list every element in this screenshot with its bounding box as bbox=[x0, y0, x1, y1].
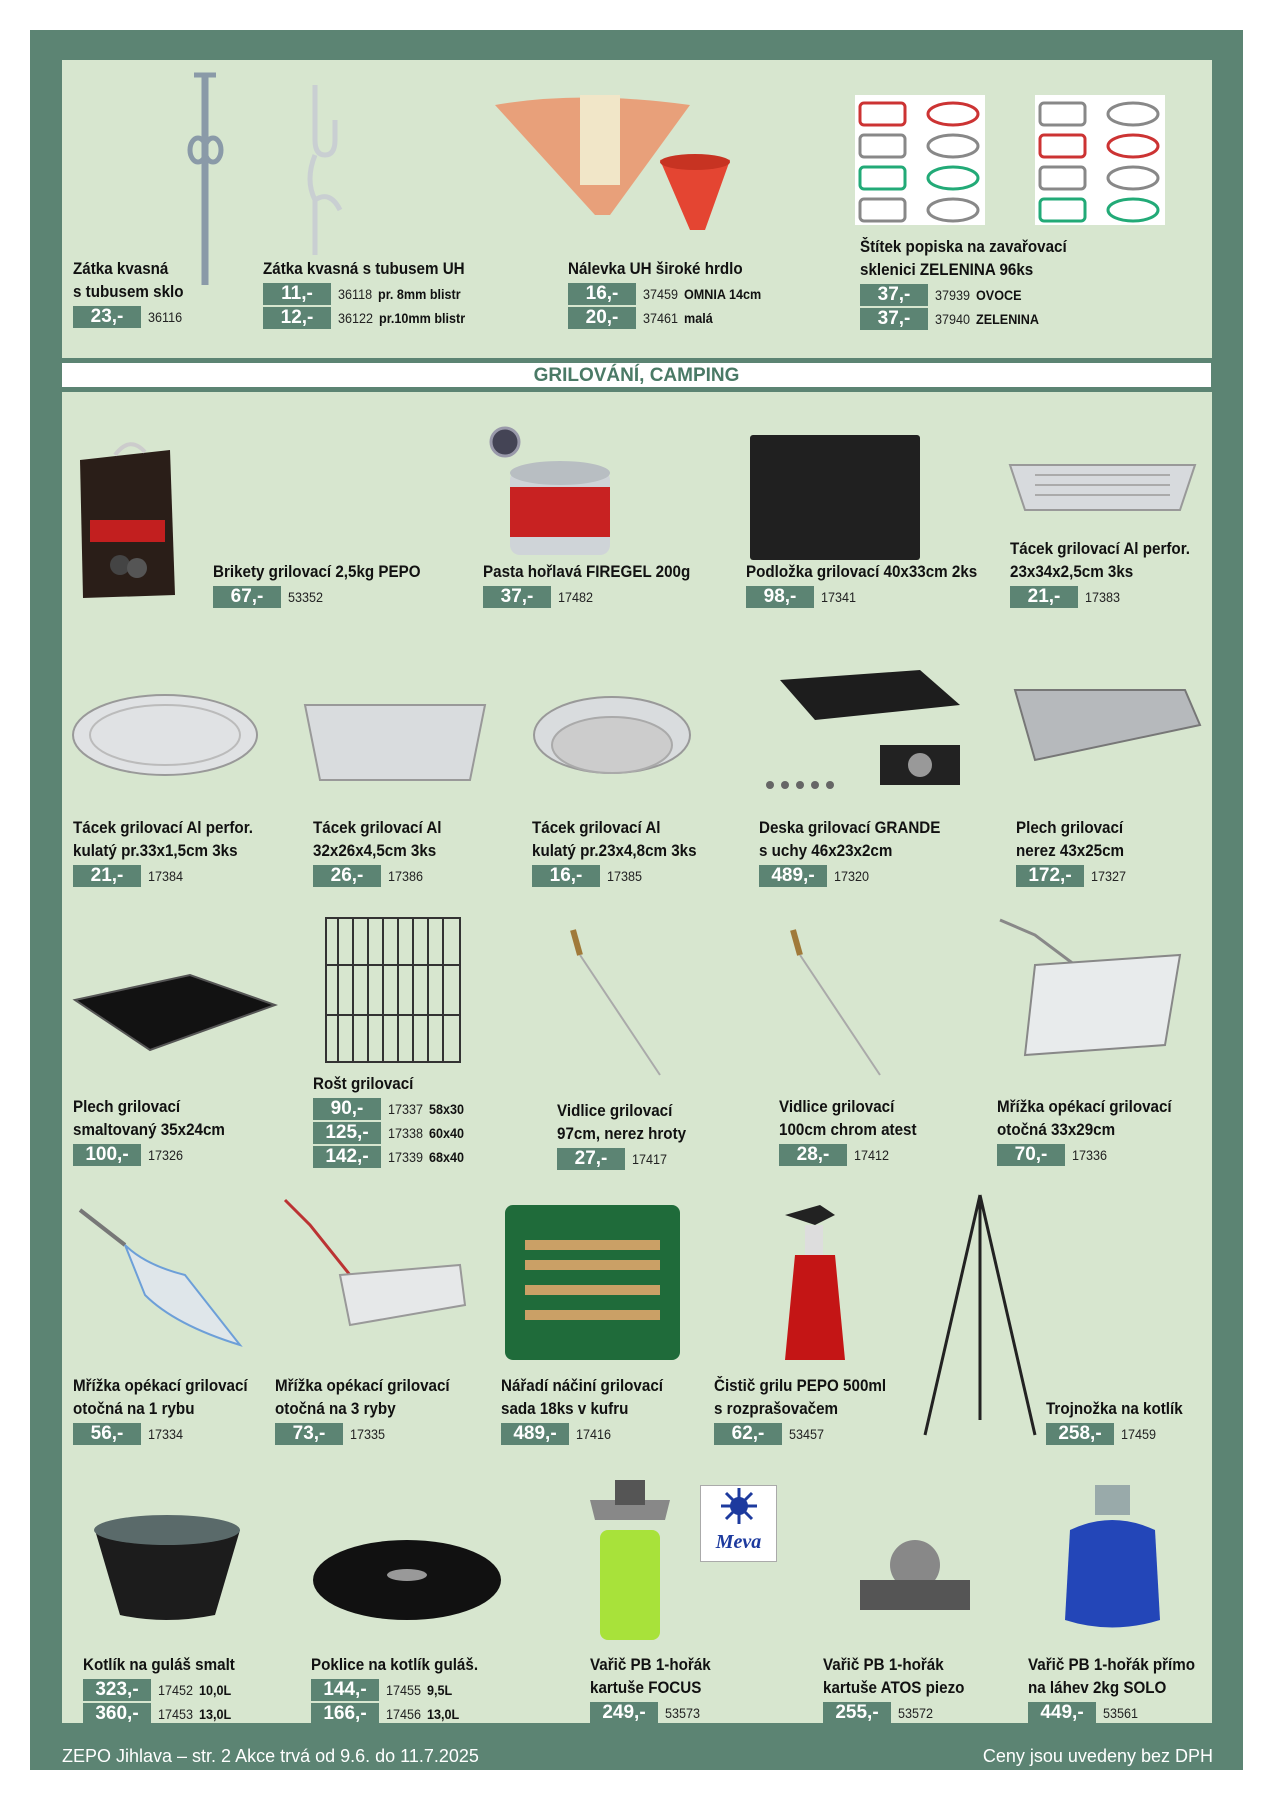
product-item bbox=[746, 561, 997, 608]
product-name: Kotlík na guláš smalt bbox=[83, 1656, 235, 1674]
product-item bbox=[73, 1375, 263, 1445]
variant-label: malá bbox=[683, 309, 713, 326]
fish-basket-icon bbox=[75, 1205, 250, 1355]
fuel-can-icon bbox=[480, 425, 620, 560]
price-tag: 37,- bbox=[860, 308, 928, 330]
product-code: 17339 bbox=[388, 1148, 424, 1165]
product-name: Vařič PB 1-hořák přímo bbox=[1028, 1656, 1196, 1674]
variant-label: 10,0L bbox=[198, 1681, 232, 1698]
product-item bbox=[311, 1654, 493, 1725]
product-code: 37940 bbox=[935, 310, 971, 327]
product-code: 53572 bbox=[898, 1704, 934, 1721]
price-tag: 16,- bbox=[532, 865, 600, 887]
variant-label: 13,0L bbox=[426, 1705, 460, 1722]
price-tag: 12,- bbox=[263, 307, 331, 329]
price-row bbox=[1028, 1701, 1210, 1724]
product-name: Tácek grilovací Al perfor. bbox=[1010, 540, 1190, 558]
product-code: 17416 bbox=[576, 1425, 612, 1442]
product-name: smaltovaný 35x24cm bbox=[73, 1121, 225, 1139]
price-row bbox=[313, 864, 453, 887]
product-item bbox=[997, 1096, 1187, 1166]
grill-basket-icon bbox=[280, 1195, 475, 1340]
price-tag: 98,- bbox=[746, 586, 814, 608]
product-name: kulatý pr.23x4,8cm 3ks bbox=[532, 842, 697, 860]
funnel-icon bbox=[490, 90, 730, 250]
product-code: 17320 bbox=[834, 867, 870, 884]
product-item bbox=[557, 1100, 697, 1170]
product-code: 17338 bbox=[388, 1124, 424, 1141]
product-name: Tácek grilovací Al bbox=[532, 819, 661, 837]
price-row bbox=[860, 283, 1085, 306]
product-item bbox=[1028, 1654, 1210, 1724]
product-name: Tácek grilovací Al bbox=[313, 819, 442, 837]
kettle-icon bbox=[75, 1510, 260, 1625]
product-code: 17459 bbox=[1121, 1425, 1157, 1442]
price-tag: 20,- bbox=[568, 307, 636, 329]
price-row bbox=[73, 1422, 263, 1445]
price-row bbox=[313, 1097, 468, 1120]
product-name: Trojnožka na kotlík bbox=[1046, 1400, 1183, 1418]
price-tag: 100,- bbox=[73, 1144, 141, 1166]
product-item bbox=[73, 817, 269, 887]
product-item bbox=[860, 236, 1085, 330]
product-item bbox=[1046, 1398, 1195, 1445]
product-code: 17335 bbox=[350, 1425, 386, 1442]
product-item bbox=[501, 1375, 677, 1445]
product-name: Poklice na kotlík guláš. bbox=[311, 1656, 479, 1674]
product-code: 36118 bbox=[338, 285, 373, 302]
product-name: Plech grilovací bbox=[1016, 819, 1124, 837]
product-name: kulatý pr.33x1,5cm 3ks bbox=[73, 842, 238, 860]
price-row bbox=[568, 306, 770, 329]
product-code: 17385 bbox=[607, 867, 643, 884]
grate-icon bbox=[323, 915, 463, 1065]
steel-tray-icon bbox=[1000, 680, 1205, 770]
product-name: 23x34x2,5cm 3ks bbox=[1010, 563, 1134, 581]
sun-icon bbox=[709, 1486, 769, 1526]
price-row bbox=[263, 306, 482, 329]
product-name: Nálevka UH široké hrdlo bbox=[568, 260, 743, 278]
product-name: Podložka grilovací 40x33cm 2ks bbox=[746, 563, 978, 581]
product-item bbox=[714, 1375, 901, 1445]
brand-label: Meva bbox=[715, 1531, 762, 1553]
product-name: Vařič PB 1-hořák bbox=[823, 1656, 944, 1674]
product-name: 97cm, nerez hroty bbox=[557, 1125, 687, 1143]
product-name: 100cm chrom atest bbox=[779, 1121, 917, 1139]
product-code: 17337 bbox=[388, 1100, 424, 1117]
variant-label: ZELENINA bbox=[975, 310, 1039, 327]
variant-label: pr.10mm blistr bbox=[378, 309, 466, 326]
price-tag: 144,- bbox=[311, 1679, 379, 1701]
product-item bbox=[263, 258, 482, 329]
price-tag: 489,- bbox=[501, 1423, 569, 1445]
product-item bbox=[823, 1654, 977, 1724]
price-tag: 26,- bbox=[313, 865, 381, 887]
product-name: kartuše ATOS piezo bbox=[823, 1679, 965, 1697]
price-tag: 449,- bbox=[1028, 1702, 1096, 1724]
price-row bbox=[313, 1145, 468, 1168]
product-item bbox=[1016, 817, 1133, 887]
product-code: 17417 bbox=[632, 1150, 668, 1167]
product-name: kartuše FOCUS bbox=[590, 1679, 702, 1697]
price-row bbox=[83, 1678, 248, 1701]
product-item bbox=[213, 561, 439, 608]
price-row bbox=[73, 1143, 238, 1166]
section-header: GRILOVÁNÍ, CAMPING bbox=[61, 362, 1212, 388]
price-row bbox=[568, 282, 770, 305]
product-name: otočná 33x29cm bbox=[997, 1121, 1116, 1139]
price-row bbox=[860, 307, 1085, 330]
variant-label: 13,0L bbox=[198, 1705, 232, 1722]
product-code: 17334 bbox=[148, 1425, 184, 1442]
product-name: Tácek grilovací Al perfor. bbox=[73, 819, 253, 837]
price-row bbox=[313, 1121, 468, 1144]
product-item bbox=[779, 1096, 929, 1166]
product-code: 53573 bbox=[665, 1704, 701, 1721]
product-name: sada 18ks v kufru bbox=[501, 1400, 629, 1418]
grill-mat-icon bbox=[750, 435, 920, 560]
meva-logo bbox=[700, 1485, 777, 1562]
product-code: 53352 bbox=[288, 588, 324, 605]
price-row bbox=[213, 585, 439, 608]
product-name: Mřížka opékací grilovací bbox=[275, 1377, 450, 1395]
price-tag: 323,- bbox=[83, 1679, 151, 1701]
product-name: s tubusem sklo bbox=[73, 283, 184, 301]
product-code: 17327 bbox=[1091, 867, 1127, 884]
variant-label: 9,5L bbox=[426, 1681, 453, 1698]
price-row bbox=[1046, 1422, 1195, 1445]
price-tag: 70,- bbox=[997, 1144, 1065, 1166]
variant-label: OVOCE bbox=[975, 286, 1022, 303]
price-row bbox=[1016, 864, 1133, 887]
price-tag: 37,- bbox=[860, 284, 928, 306]
product-code: 17326 bbox=[148, 1146, 184, 1163]
price-row bbox=[275, 1422, 465, 1445]
product-code: 17453 bbox=[158, 1705, 194, 1722]
price-tag: 360,- bbox=[83, 1703, 151, 1725]
spray-bottle-icon bbox=[775, 1195, 855, 1365]
price-row bbox=[83, 1702, 248, 1725]
product-item bbox=[590, 1654, 721, 1724]
product-name: na láhev 2kg SOLO bbox=[1028, 1679, 1167, 1697]
price-tag: 21,- bbox=[73, 865, 141, 887]
variant-label: pr. 8mm blistr bbox=[377, 285, 461, 302]
product-code: 37459 bbox=[643, 285, 679, 302]
product-name: otočná na 3 ryby bbox=[275, 1400, 396, 1418]
price-tag: 16,- bbox=[568, 283, 636, 305]
product-name: Nářadí náčiní grilovací bbox=[501, 1377, 663, 1395]
price-tag: 249,- bbox=[590, 1702, 658, 1724]
price-row bbox=[759, 864, 956, 887]
fork-icon bbox=[565, 925, 675, 1085]
product-code: 37461 bbox=[643, 309, 679, 326]
grill-plate-icon bbox=[760, 660, 965, 795]
product-name: Vidlice grilovací bbox=[779, 1098, 895, 1116]
price-tag: 37,- bbox=[483, 586, 551, 608]
product-item bbox=[83, 1654, 248, 1725]
footer-left: ZEPO Jihlava – str. 2 Akce trvá od 9.6. do 11.7.2025 bbox=[62, 1746, 479, 1766]
variant-label: 58x30 bbox=[428, 1100, 464, 1117]
price-tag: 258,- bbox=[1046, 1423, 1114, 1445]
price-tag: 56,- bbox=[73, 1423, 141, 1445]
product-item bbox=[313, 817, 453, 887]
product-item bbox=[73, 258, 193, 328]
product-code: 53457 bbox=[789, 1425, 825, 1442]
price-row bbox=[557, 1147, 697, 1170]
price-tag: 11,- bbox=[263, 283, 331, 305]
price-tag: 73,- bbox=[275, 1423, 343, 1445]
product-name: Vidlice grilovací bbox=[557, 1102, 673, 1120]
fermentation-stopper-plastic-icon bbox=[295, 80, 355, 260]
price-row bbox=[746, 585, 997, 608]
price-tag: 23,- bbox=[73, 306, 141, 328]
product-item bbox=[275, 1375, 465, 1445]
product-name: Brikety grilovací 2,5kg PEPO bbox=[213, 563, 421, 581]
price-row bbox=[501, 1422, 677, 1445]
fermentation-stopper-glass-icon bbox=[180, 70, 230, 290]
price-row bbox=[263, 282, 482, 305]
price-row bbox=[311, 1678, 493, 1701]
product-code: 17341 bbox=[821, 588, 857, 605]
price-tag: 28,- bbox=[779, 1144, 847, 1166]
price-tag: 90,- bbox=[313, 1098, 381, 1120]
product-code: 17456 bbox=[386, 1705, 422, 1722]
product-code: 37939 bbox=[935, 286, 971, 303]
gas-bottle-icon bbox=[1055, 1480, 1170, 1635]
price-row bbox=[311, 1702, 493, 1725]
label-sheet-vegetable-icon bbox=[1035, 95, 1165, 225]
charcoal-bag-icon bbox=[75, 440, 180, 600]
price-tag: 27,- bbox=[557, 1148, 625, 1170]
price-tag: 255,- bbox=[823, 1702, 891, 1724]
product-item bbox=[73, 1096, 238, 1166]
product-code: 17336 bbox=[1072, 1146, 1108, 1163]
product-name: Rošt grilovací bbox=[313, 1075, 414, 1093]
price-row bbox=[1010, 585, 1206, 608]
variant-label: 60x40 bbox=[428, 1124, 464, 1141]
footer-right: Ceny jsou uvedeny bez DPH bbox=[982, 1746, 1213, 1766]
product-name: sklenici ZELENINA 96ks bbox=[860, 261, 1034, 279]
product-name: Zátka kvasná s tubusem UH bbox=[263, 260, 465, 278]
label-sheet-fruit-icon bbox=[855, 95, 985, 225]
price-row bbox=[73, 864, 269, 887]
product-code: 36122 bbox=[338, 309, 374, 326]
stove-icon bbox=[840, 1520, 985, 1630]
product-code: 17482 bbox=[558, 588, 594, 605]
price-tag: 21,- bbox=[1010, 586, 1078, 608]
product-name: Čistič grilu PEPO 500ml bbox=[714, 1377, 887, 1395]
product-name: Deska grilovací GRANDE bbox=[759, 819, 941, 837]
product-code: 53561 bbox=[1103, 1704, 1139, 1721]
product-name: Zátka kvasná bbox=[73, 260, 169, 278]
product-name: s rozprašovačem bbox=[714, 1400, 839, 1418]
product-name: Mřížka opékací grilovací bbox=[73, 1377, 248, 1395]
product-name: Mřížka opékací grilovací bbox=[997, 1098, 1172, 1116]
product-item bbox=[313, 1073, 468, 1168]
product-name: Pasta hořlavá FIREGEL 200g bbox=[483, 563, 691, 581]
fork-icon bbox=[785, 925, 895, 1085]
price-row bbox=[779, 1143, 929, 1166]
price-tag: 125,- bbox=[313, 1122, 381, 1144]
price-tag: 166,- bbox=[311, 1703, 379, 1725]
product-name: s uchy 46x23x2cm bbox=[759, 842, 893, 860]
enamel-tray-icon bbox=[70, 970, 280, 1055]
price-tag: 489,- bbox=[759, 865, 827, 887]
price-row bbox=[997, 1143, 1187, 1166]
grill-basket-icon bbox=[995, 915, 1190, 1060]
product-code: 17412 bbox=[854, 1146, 890, 1163]
product-name: Štítek popiska na zavařovací bbox=[860, 238, 1067, 256]
tray-icon bbox=[1005, 445, 1200, 515]
tool-case-icon bbox=[500, 1200, 685, 1365]
price-row bbox=[590, 1701, 721, 1724]
product-code: 17386 bbox=[388, 867, 424, 884]
product-item bbox=[532, 817, 711, 887]
price-tag: 172,- bbox=[1016, 865, 1084, 887]
product-item bbox=[1010, 538, 1206, 608]
product-code: 36116 bbox=[148, 308, 183, 325]
round-tray-icon bbox=[70, 690, 260, 780]
lid-icon bbox=[310, 1535, 505, 1625]
product-name: otočná na 1 rybu bbox=[73, 1400, 195, 1418]
product-code: 17383 bbox=[1085, 588, 1121, 605]
price-row bbox=[483, 585, 708, 608]
tripod-icon bbox=[915, 1190, 1045, 1445]
price-tag: 62,- bbox=[714, 1423, 782, 1445]
product-item bbox=[759, 817, 956, 887]
variant-label: OMNIA 14cm bbox=[683, 285, 762, 302]
price-row bbox=[823, 1701, 977, 1724]
product-name: Plech grilovací bbox=[73, 1098, 181, 1116]
product-code: 17455 bbox=[386, 1681, 422, 1698]
stove-icon bbox=[585, 1470, 675, 1645]
price-row bbox=[714, 1422, 901, 1445]
price-tag: 142,- bbox=[313, 1146, 381, 1168]
tray-icon bbox=[300, 690, 490, 785]
product-item bbox=[483, 561, 708, 608]
variant-label: 68x40 bbox=[428, 1148, 464, 1165]
product-name: 32x26x4,5cm 3ks bbox=[313, 842, 437, 860]
price-row bbox=[73, 305, 193, 328]
product-code: 17452 bbox=[158, 1681, 194, 1698]
product-item bbox=[568, 258, 770, 329]
price-tag: 67,- bbox=[213, 586, 281, 608]
price-row bbox=[532, 864, 711, 887]
product-code: 17384 bbox=[148, 867, 184, 884]
product-name: Vařič PB 1-hořák bbox=[590, 1656, 711, 1674]
round-tray-icon bbox=[530, 690, 695, 795]
product-name: nerez 43x25cm bbox=[1016, 842, 1125, 860]
